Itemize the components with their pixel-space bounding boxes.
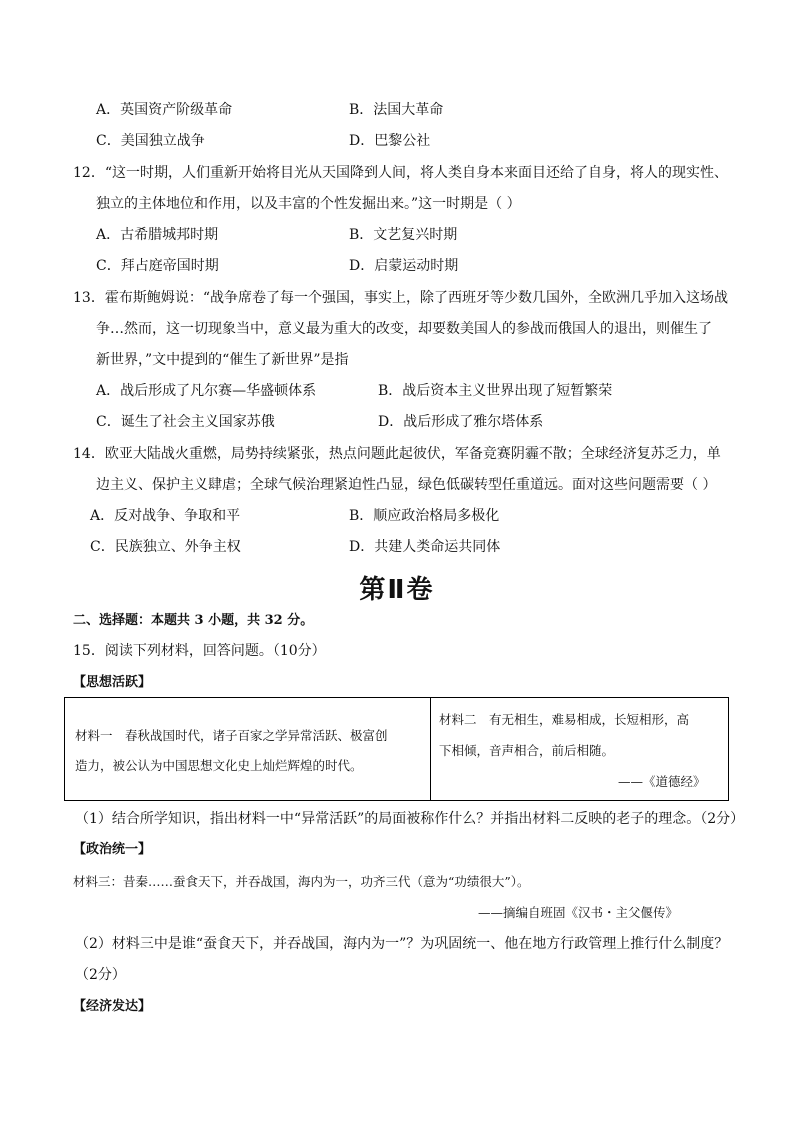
- q14-option-a: A．反对战争、争取和平: [90, 508, 241, 524]
- section-title: 第Ⅱ卷: [359, 575, 435, 605]
- q15-tag-politics: 【政治统一】: [73, 842, 152, 857]
- material2-source: ——《道德经》: [618, 774, 706, 789]
- q13-stem-line3: 新世界，”文中提到的“催生了新世界”是指: [96, 352, 349, 368]
- material3-source: ——摘编自班固《汉书・主父偃传》: [478, 905, 679, 920]
- q13-stem-line2: 争…然而，这一切现象当中，意义最为重大的改变，却要数美国人的参战而俄国人的退出，则催生了: [96, 321, 712, 337]
- q15-tag-thought: 【思想活跃】: [73, 675, 152, 690]
- q15-sub2-line2: （2分）: [75, 967, 126, 983]
- material2-line1: 材料二 有无相生，难易相成，长短相形，高: [439, 712, 690, 727]
- q11-option-b: B．法国大革命: [349, 102, 444, 118]
- q14-stem-line2: 边主义、保护主义肆虐；全球气候治理紧迫性凸显，绿色低碳转型任重道远。面对这些问题需要（ ）: [96, 477, 717, 493]
- q12-stem-line2: 独立的主体地位和作用，以及丰富的个性发掘出来。”这一时期是（ ）: [96, 196, 521, 212]
- material2-cell: [431, 698, 728, 800]
- material2-line2: 下相倾，音声相合，前后相随。: [439, 743, 615, 758]
- q11-option-d: D．巴黎公社: [349, 133, 431, 149]
- q11-option-a: A．英国资产阶级革命: [96, 102, 233, 118]
- q13-option-a: A．战后形成了凡尔赛—华盛顿体系: [96, 383, 317, 399]
- q13-option-c: C．诞生了社会主义国家苏俄: [96, 414, 275, 430]
- q15-sub2-line1: （2）材料三中是谁“蚕食天下，并吞战国，海内为一”？为巩固统一、他在地方行政管理上推行什么制度？: [75, 936, 729, 952]
- q12-option-d: D．启蒙运动时期: [349, 258, 459, 274]
- material3-text: 材料三：昔秦……蚕食天下，并吞战国，海内为一，功齐三代（意为“功绩很大”）。: [73, 874, 530, 889]
- q12-option-c: C．拜占庭帝国时期: [96, 258, 219, 274]
- q14-option-d: D．共建人类命运共同体: [349, 539, 501, 555]
- q15-stem: 15．阅读下列材料，回答问题。（10分）: [73, 643, 326, 659]
- material1-line1: 材料一 春秋战国时代，诸子百家之学异常活跃、极富创: [75, 728, 388, 743]
- q14-option-c: C．民族独立、外争主权: [90, 539, 241, 555]
- part2-heading: 二、选择题：本题共 3 小题，共 32 分。: [73, 613, 314, 628]
- q12-option-b: B．文艺复兴时期: [349, 227, 458, 243]
- q11-option-c: C．美国独立战争: [96, 133, 205, 149]
- q13-option-d: D．战后形成了雅尔塔体系: [378, 414, 544, 430]
- material1-cell: [65, 698, 431, 800]
- q14-stem-line1: 14．欧亚大陆战火重燃，局势持续紧张，热点问题此起彼伏，军备竞赛阴霾不散；全球经济复苏乏力，单: [73, 446, 721, 462]
- material-table: [64, 697, 729, 801]
- q12-option-a: A．古希腊城邦时期: [96, 227, 219, 243]
- q14-option-b: B．顺应政治格局多极化: [349, 508, 500, 524]
- q15-sub1: （1）结合所学知识，指出材料一中“异常活跃”的局面被称作什么？并指出材料二反映的老子的理念。（2分）: [75, 811, 745, 827]
- q13-stem-line1: 13．霍布斯鲍姆说：“战争席卷了每一个强国，事实上，除了西班牙等少数几国外，全欧洲几乎加入这场战: [73, 290, 728, 306]
- q12-stem-line1: 12．“这一时期，人们重新开始将目光从天国降到人间，将人类自身本来面目还给了自身，将人的现实性、: [73, 165, 728, 181]
- q13-option-b: B．战后资本主义世界出现了短暂繁荣: [378, 383, 613, 399]
- material1-line2: 造力，被公认为中国思想文化史上灿烂辉煌的时代。: [75, 758, 363, 773]
- q15-tag-economy: 【经济发达】: [73, 999, 152, 1014]
